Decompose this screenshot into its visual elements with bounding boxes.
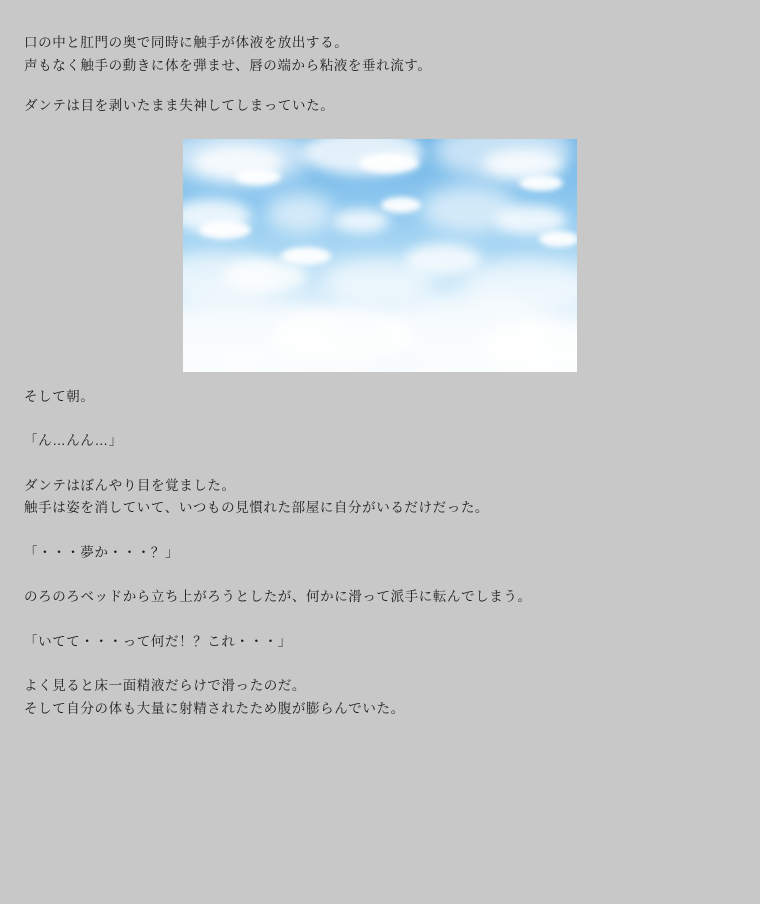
paragraph-block-5 <box>24 479 736 515</box>
paragraph-block-9 <box>24 679 736 715</box>
text-line: 「・・・夢か・・・？」 <box>24 544 180 560</box>
text-line: 声もなく触手の動きに体を弾ませ、唇の端から粘液を垂れ流す。 <box>24 57 432 73</box>
text-line: ダンテはぼんやり目を覚ました。 <box>24 477 236 493</box>
spacer <box>24 524 736 546</box>
spacer <box>24 568 736 590</box>
paragraph-block-7 <box>24 590 736 604</box>
paragraph-block-8 <box>24 635 736 649</box>
spacer <box>24 613 736 635</box>
paragraph-block-1 <box>24 36 736 72</box>
paragraph-block-2 <box>24 99 736 113</box>
text-line: 触手は姿を消していて、いつもの見慣れた部屋に自分がいるだけだった。 <box>24 500 490 515</box>
text-line: ダンテは目を剥いたまま失神してしまっていた。 <box>24 98 335 113</box>
text-line: そして自分の体も大量に射精されたため腹が膨らんでいた。 <box>24 700 405 716</box>
text-line: そして朝。 <box>24 388 95 404</box>
text-line: のろのろベッドから立ち上がろうとしたが、何かに滑って派手に転んでしまう。 <box>24 589 532 604</box>
text-line: 「ん…んん…」 <box>24 433 123 448</box>
sky-image <box>183 139 577 372</box>
spacer <box>24 412 736 434</box>
spacer <box>24 81 736 99</box>
paragraph-block-3 <box>24 390 736 404</box>
paragraph-block-6 <box>24 546 736 560</box>
text-line: よく見ると床一面精液だらけで滑ったのだ。 <box>24 678 306 693</box>
illustration-container <box>24 139 736 372</box>
text-line: 「いてて・・・って何だ！？これ・・・」 <box>24 633 292 649</box>
spacer <box>24 457 736 479</box>
paragraph-block-4 <box>24 434 736 448</box>
spacer <box>24 657 736 679</box>
text-line: 口の中と肛門の奥で同時に触手が体液を放出する。 <box>24 35 349 50</box>
image-haze-overlay <box>183 250 577 371</box>
